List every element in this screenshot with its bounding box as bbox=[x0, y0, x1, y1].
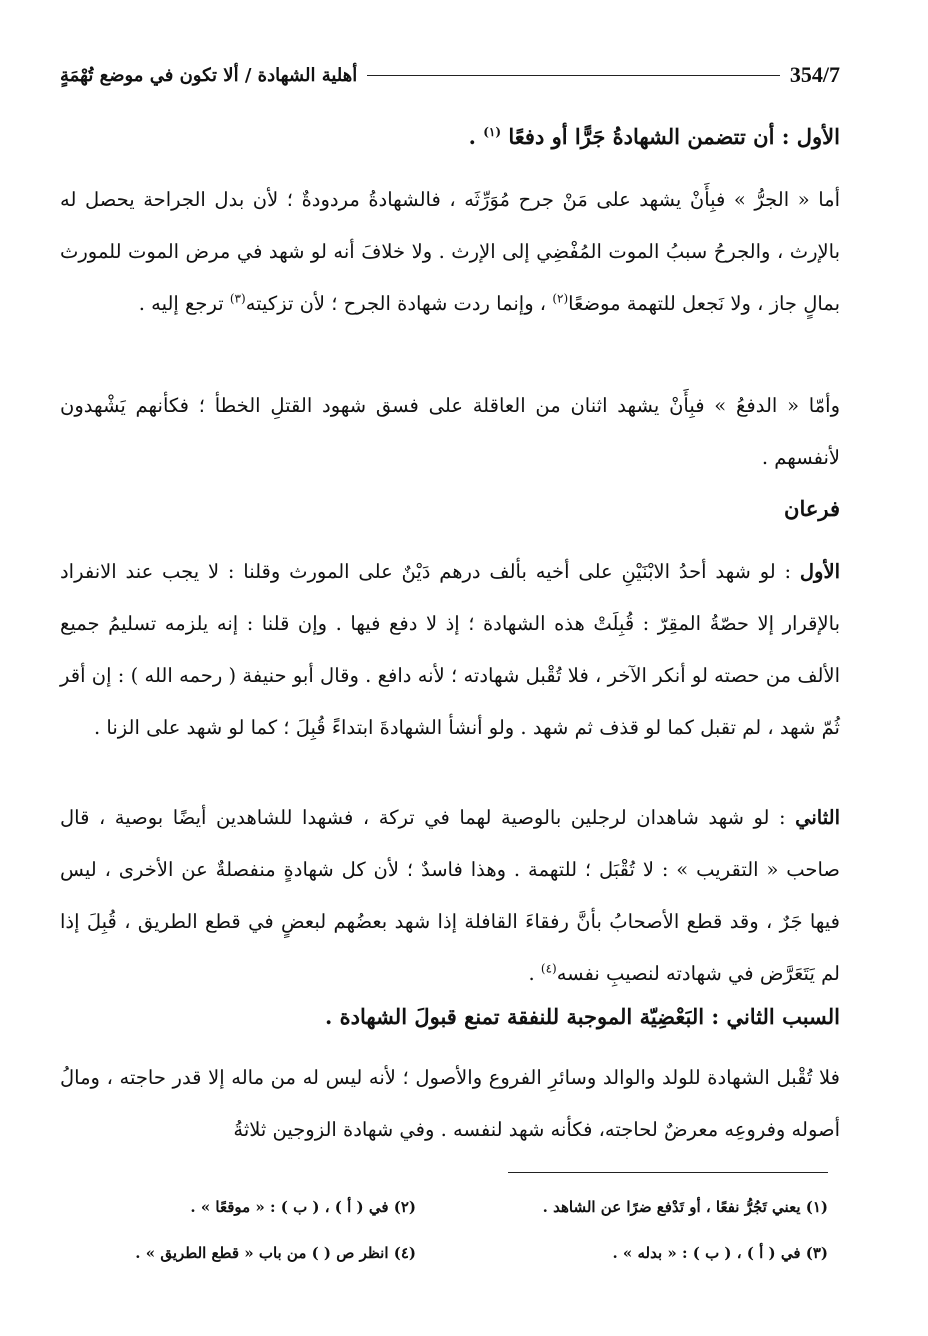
paragraph-jarr bbox=[60, 174, 840, 330]
paragraph-badiyya: فلا تُقْبل الشهادة للولد والوالد وسائرِ الفروع والأصول ؛ لأنه ليس له من ماله إلا قدر حاجته ، ومالُ أصوله وفروعِه معرضٌ لحاجته، فكأنه شهد لنفسه . وفي شهادة الزوجين ثلاثةُ bbox=[60, 1066, 840, 1141]
header-title: أهلية الشهادة / ألا تكون في موضع تُهْمَةٍ bbox=[60, 64, 358, 86]
footnote-3: (٣) في ( أ ) ، ( ب ) : « بدله » . bbox=[612, 1244, 828, 1262]
section-heading-1-text: الأول : أن تتضمن الشهادةُ جَرًّا أو دفعًا bbox=[508, 124, 840, 149]
paragraph-daf: وأمّا « الدفعُ » فبِأَنْ يشهد اثنان من العاقلة على فسق شهود القتلِ الخطأ ؛ فكأنهم يَشْهدون لأنفسهم . bbox=[60, 394, 840, 469]
branch-1-text: : لو شهد أحدُ الابْنَيْنِ على أخيه بألف درهم دَيْنٌ على المورث وقلنا : لا يجب عند الانفراد بالإقرار إلا حصّةُ المقِرّ : قُبِلَتْ هذه الشهادة ؛ إذ لا دفع فيها . وإن قلنا : إنه يلزمه تسليمُ جميع الألف من حصته لو أنكر الآخر ، فلا تُقْبل شهادته ؛ لأنه دافع . وقال أبو حنيفة ( رحمه الله ) : إن أقر ثُمّ شهد ، لم تقبل كما لو قذف ثم شهد . ولو أنشأ الشهادةَ ابتداءً قُبِلَ ؛ كما لو شهد على الزنا . bbox=[60, 560, 840, 739]
branch-2-end: . bbox=[528, 962, 541, 985]
footnote-2: (٢) في ( أ ) ، ( ب ) : « موقعًا » . bbox=[190, 1198, 416, 1216]
running-header bbox=[60, 58, 840, 92]
branch-2-label: الثاني bbox=[795, 806, 840, 829]
footnote-separator bbox=[508, 1172, 828, 1173]
footnote-ref-4: (٤) bbox=[540, 961, 557, 976]
branch-1-label: الأول bbox=[799, 560, 840, 583]
branch-2-text: : لو شهد شاهدان لرجلين بالوصية لهما في تركة ، فشهدا للشاهدين أيضًا بوصية ، قال صاحب « التقريب » : لا تُقْبَل ؛ للتهمة . وهذا فاسدٌ ؛ لأن كل شهادةٍ منفصلةٌ عن الأخرى ، ليس فيها جَرٌ ، وقد قطع الأصحابُ بأنَّ رفقاءَ القافلة إذا شهد بعضُهم لبعضٍ في قطع الطريق ، قُبِلَ إذا لم يَتَعَرَّض في شهادته لنصيبِ نفسه bbox=[60, 806, 840, 985]
footnote-ref-1: (١) bbox=[483, 125, 502, 139]
footnote-1: (١) يعني تَجُرُّ نفعًا ، أو تَدْفع ضرًا عن الشاهد . bbox=[542, 1198, 828, 1216]
section-heading-1 bbox=[60, 124, 840, 149]
paragraph-jarr-part-b: ، وإنما ردت شهادة الجرح ؛ لأن تزكيته bbox=[245, 292, 553, 315]
section-heading-2: السبب الثاني : البَعْضِيّة الموجبة للنفقة تمنع قبولَ الشهادة . bbox=[325, 1004, 840, 1029]
paragraph-branch-1 bbox=[60, 546, 840, 754]
page-number: 354/7 bbox=[789, 62, 840, 87]
paragraph-jarr-part-a: أما « الجرُّ » فبِأَنْ يشهد على مَنْ جرح مُوَرِّثَه ، فالشهادةُ مردودةٌ ؛ لأن بدل الجراحة يحصل له بالإرث ، والجرحُ سببُ الموت المُفْضِي إلى الإرث . ولا خلافَ أنه لو شهد في مرض الموت للمورث بمالٍ جاز ، ولا نَجعل للتهمة موضعًا bbox=[60, 188, 840, 315]
paragraph-branch-2 bbox=[60, 792, 840, 1000]
section-heading-1-end: . bbox=[468, 124, 476, 149]
footnote-ref-3: (٣) bbox=[229, 291, 246, 306]
footnote-4: (٤) انظر ص ( ) من باب « قطع الطريق » . bbox=[135, 1244, 416, 1262]
header-rule bbox=[367, 75, 780, 76]
paragraph-jarr-part-c: ترجع إليه . bbox=[138, 292, 230, 315]
subheading-branches: فرعان bbox=[784, 496, 840, 521]
footnote-ref-2: (٢) bbox=[552, 291, 569, 306]
